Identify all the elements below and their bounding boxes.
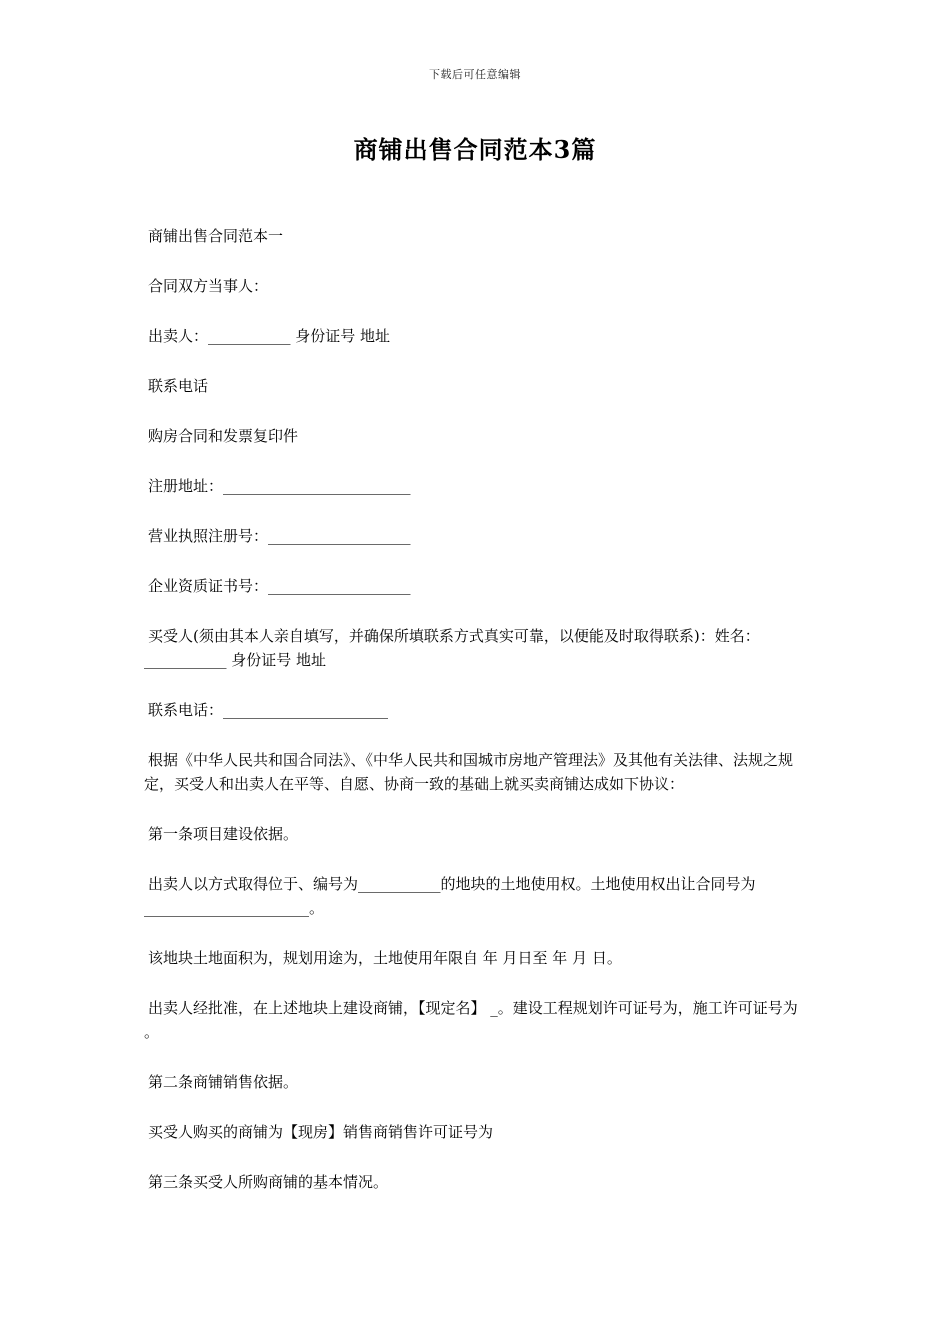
paragraph: 商铺出售合同范本一 (148, 227, 284, 245)
paragraph: 买受人(须由其本人亲自填写，并确保所填联系方式真实可靠，以便能及时取得联系)：姓名：___________ 身份证号 地址 (144, 627, 760, 669)
paragraph: 注册地址：_________________________ (148, 477, 411, 495)
paragraph: 出卖人：___________ 身份证号 地址 (148, 327, 391, 345)
paragraph: 企业资质证书号：___________________ (148, 577, 411, 595)
paragraph: 出卖人以方式取得位于、编号为___________的地块的土地使用权。土地使用权出让合同号为______________________。 (144, 875, 756, 917)
paragraph: 第三条买受人所购商铺的基本情况。 (148, 1173, 389, 1191)
header-note: 下载后可任意编辑 (429, 68, 521, 81)
paragraph: 购房合同和发票复印件 (148, 427, 299, 445)
paragraph: 第一条项目建设依据。 (148, 825, 299, 843)
paragraph: 买受人购买的商铺为【现房】销售商销售许可证号为 (148, 1123, 494, 1141)
paragraph: 根据《中华人民共和国合同法》、《中华人民共和国城市房地产管理法》及其他有关法律、法规之规定，买受人和出卖人在平等、自愿、协商一致的基础上就买卖商铺达成如下协议： (144, 751, 794, 793)
document-body (144, 224, 814, 1220)
paragraph: 该地块土地面积为，规划用途为，土地使用年限自 年 月日至 年 月 日。 (148, 949, 622, 967)
paragraph: 第二条商铺销售依据。 (148, 1073, 299, 1091)
paragraph: 营业执照注册号：___________________ (148, 527, 411, 545)
paragraph: 出卖人经批准，在上述地块上建设商铺，【现定名】 _。建设工程规划许可证号为，施工许可证号为 。 (144, 999, 798, 1041)
document-title: 商铺出售合同范本3篇 (353, 135, 597, 164)
paragraph: 联系电话 (148, 377, 209, 395)
paragraph: 合同双方当事人： (148, 277, 269, 295)
paragraph: 联系电话：______________________ (148, 701, 389, 719)
